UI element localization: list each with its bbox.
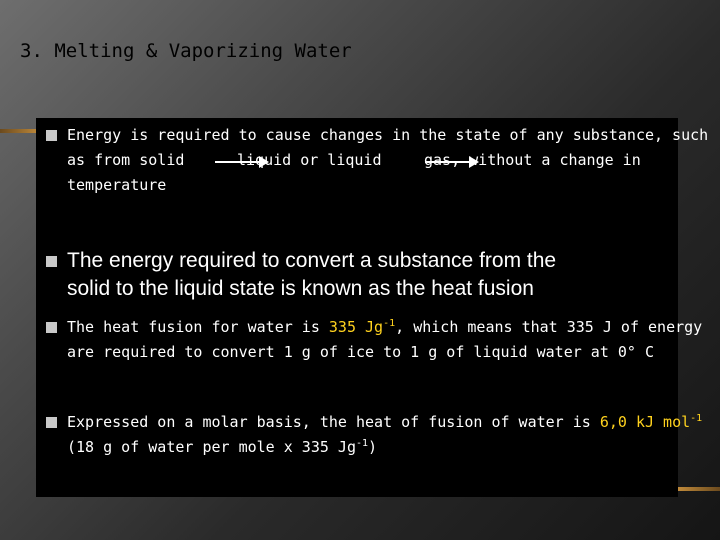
bullet-item-energy-required [46, 123, 709, 198]
content-panel [36, 118, 709, 497]
text-heat-fusion-post: , which means that 335 J of energy [395, 318, 703, 336]
bullet-2-line-2: solid to the liquid state is known as the heat fusion [67, 277, 534, 300]
text-heat-fusion-pre: The heat fusion for water is [67, 318, 329, 336]
text-molar-pre: Expressed on a molar basis, the heat of fusion of water is [67, 413, 600, 431]
value-exponent: -1 [355, 438, 369, 449]
decorative-bar-left [0, 129, 40, 133]
bullet-4-line-1 [67, 410, 703, 435]
bullet-item-heat-fusion-definition [46, 247, 672, 303]
bullet-square-icon [46, 322, 57, 333]
value-text: 335 Jg [328, 318, 384, 336]
bullet-1-line-1: Energy is required to cause changes in the state of any substance, such [67, 126, 709, 144]
bullet-item-heat-fusion-water [46, 315, 703, 365]
bullet-2-line-1: The energy required to convert a substance from the [67, 249, 557, 272]
bullet-1-line-3: temperature [67, 176, 167, 194]
bullet-square-icon [46, 130, 57, 141]
bullet-square-icon [46, 417, 57, 428]
molar-value [600, 413, 702, 431]
text-gas-without-change: gas, without a change in [424, 151, 641, 169]
text-molar-line2: (18 g of water per mole x 335 Jg [67, 438, 356, 456]
heat-fusion-value [329, 318, 395, 336]
value-exponent: -1 [690, 413, 703, 424]
decorative-bar-right [678, 487, 720, 491]
value-text: 6,0 kJ mol [599, 413, 691, 431]
text-close-paren: ) [368, 438, 378, 456]
bullet-3-line-2: are required to convert 1 g of ice to 1 g of liquid water at 0° C [67, 343, 654, 361]
text-as-from-solid: as from solid [67, 151, 185, 169]
slide-title: 3. Melting & Vaporizing Water [20, 40, 352, 62]
bullet-square-icon [46, 256, 57, 267]
bullet-3-line-1 [67, 315, 703, 340]
text-liquid-or-liquid: liquid or liquid [237, 151, 382, 169]
value-exponent: -1 [383, 318, 396, 329]
bullet-4-line-2 [67, 435, 672, 460]
bullet-item-molar-basis [46, 410, 703, 460]
bullet-1-line-2 [67, 148, 672, 173]
